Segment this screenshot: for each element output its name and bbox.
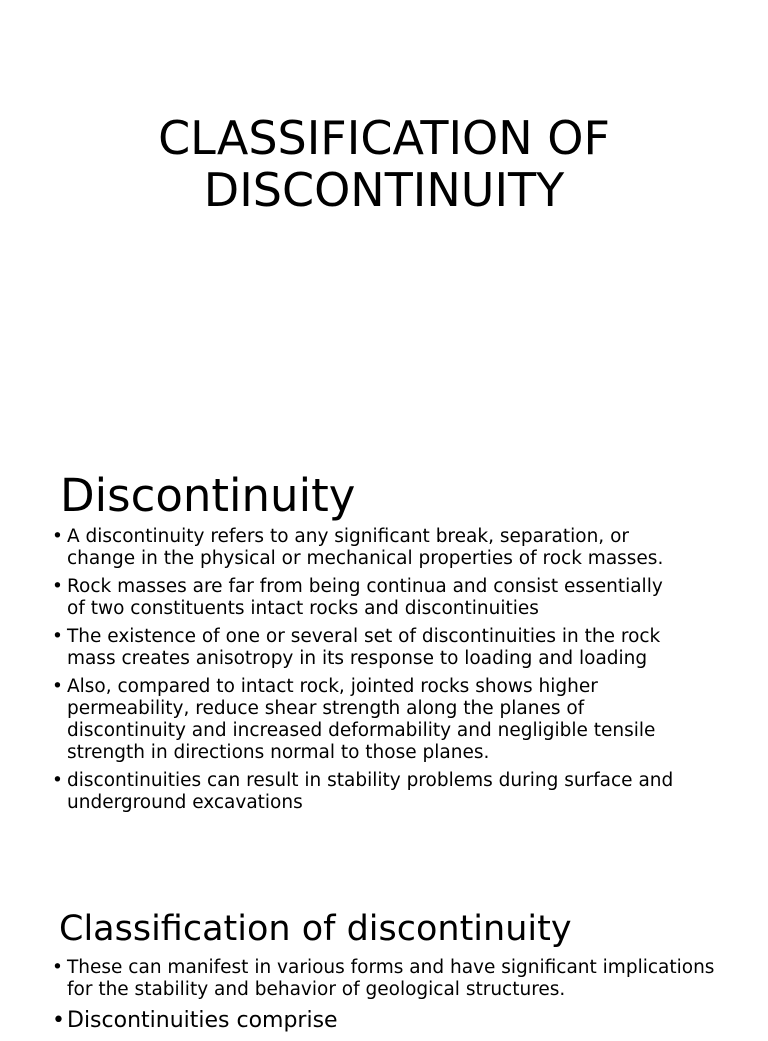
list-item-text: Also, compared to intact rock, jointed rocks shows higher permeability, reduce shear strength along the planes of discontinuity and increased deformability and negligible tensile strength in directions normal to those planes.	[67, 676, 656, 763]
list-item-text: Rock masses are far from being continua and consist essentially of two constituents intact rocks and discontinuities	[67, 576, 663, 619]
bullet-icon: •	[52, 957, 63, 978]
section-heading-discontinuity: Discontinuity	[60, 469, 356, 522]
section-heading-classification: Classification of discontinuity	[59, 909, 572, 949]
list-item	[50, 626, 750, 670]
slide-title-line-1: CLASSIFICATION OF	[158, 111, 610, 165]
bullet-icon: •	[52, 676, 63, 697]
list-item	[50, 526, 750, 570]
bullet-icon: •	[52, 770, 63, 791]
bullet-icon: •	[52, 526, 63, 547]
classification-bullet-list	[50, 957, 750, 1041]
slide-title-line-2: DISCONTINUITY	[203, 163, 565, 217]
list-item-text: Discontinuities comprise	[67, 1008, 338, 1033]
list-item-text: The existence of one or several set of discontinuities in the rock mass creates anisotropy in its response to loading and loading	[67, 626, 661, 669]
discontinuity-bullet-list	[50, 526, 750, 820]
list-item	[50, 1007, 750, 1035]
list-item-text: discontinuities can result in stability problems during surface and underground excavations	[67, 770, 674, 813]
list-item	[50, 770, 750, 814]
bullet-icon: •	[52, 626, 63, 647]
list-item-text: These can manifest in various forms and have significant implications for the stability and behavior of geological structures.	[67, 957, 715, 1000]
list-item	[50, 957, 750, 1001]
list-item	[50, 576, 750, 620]
list-item-text: A discontinuity refers to any significant break, separation, or change in the physical or mechanical properties of rock masses.	[67, 526, 664, 569]
bullet-icon: •	[52, 1008, 65, 1033]
slide-title	[0, 112, 768, 216]
bullet-icon: •	[52, 576, 63, 597]
list-item	[50, 676, 750, 764]
